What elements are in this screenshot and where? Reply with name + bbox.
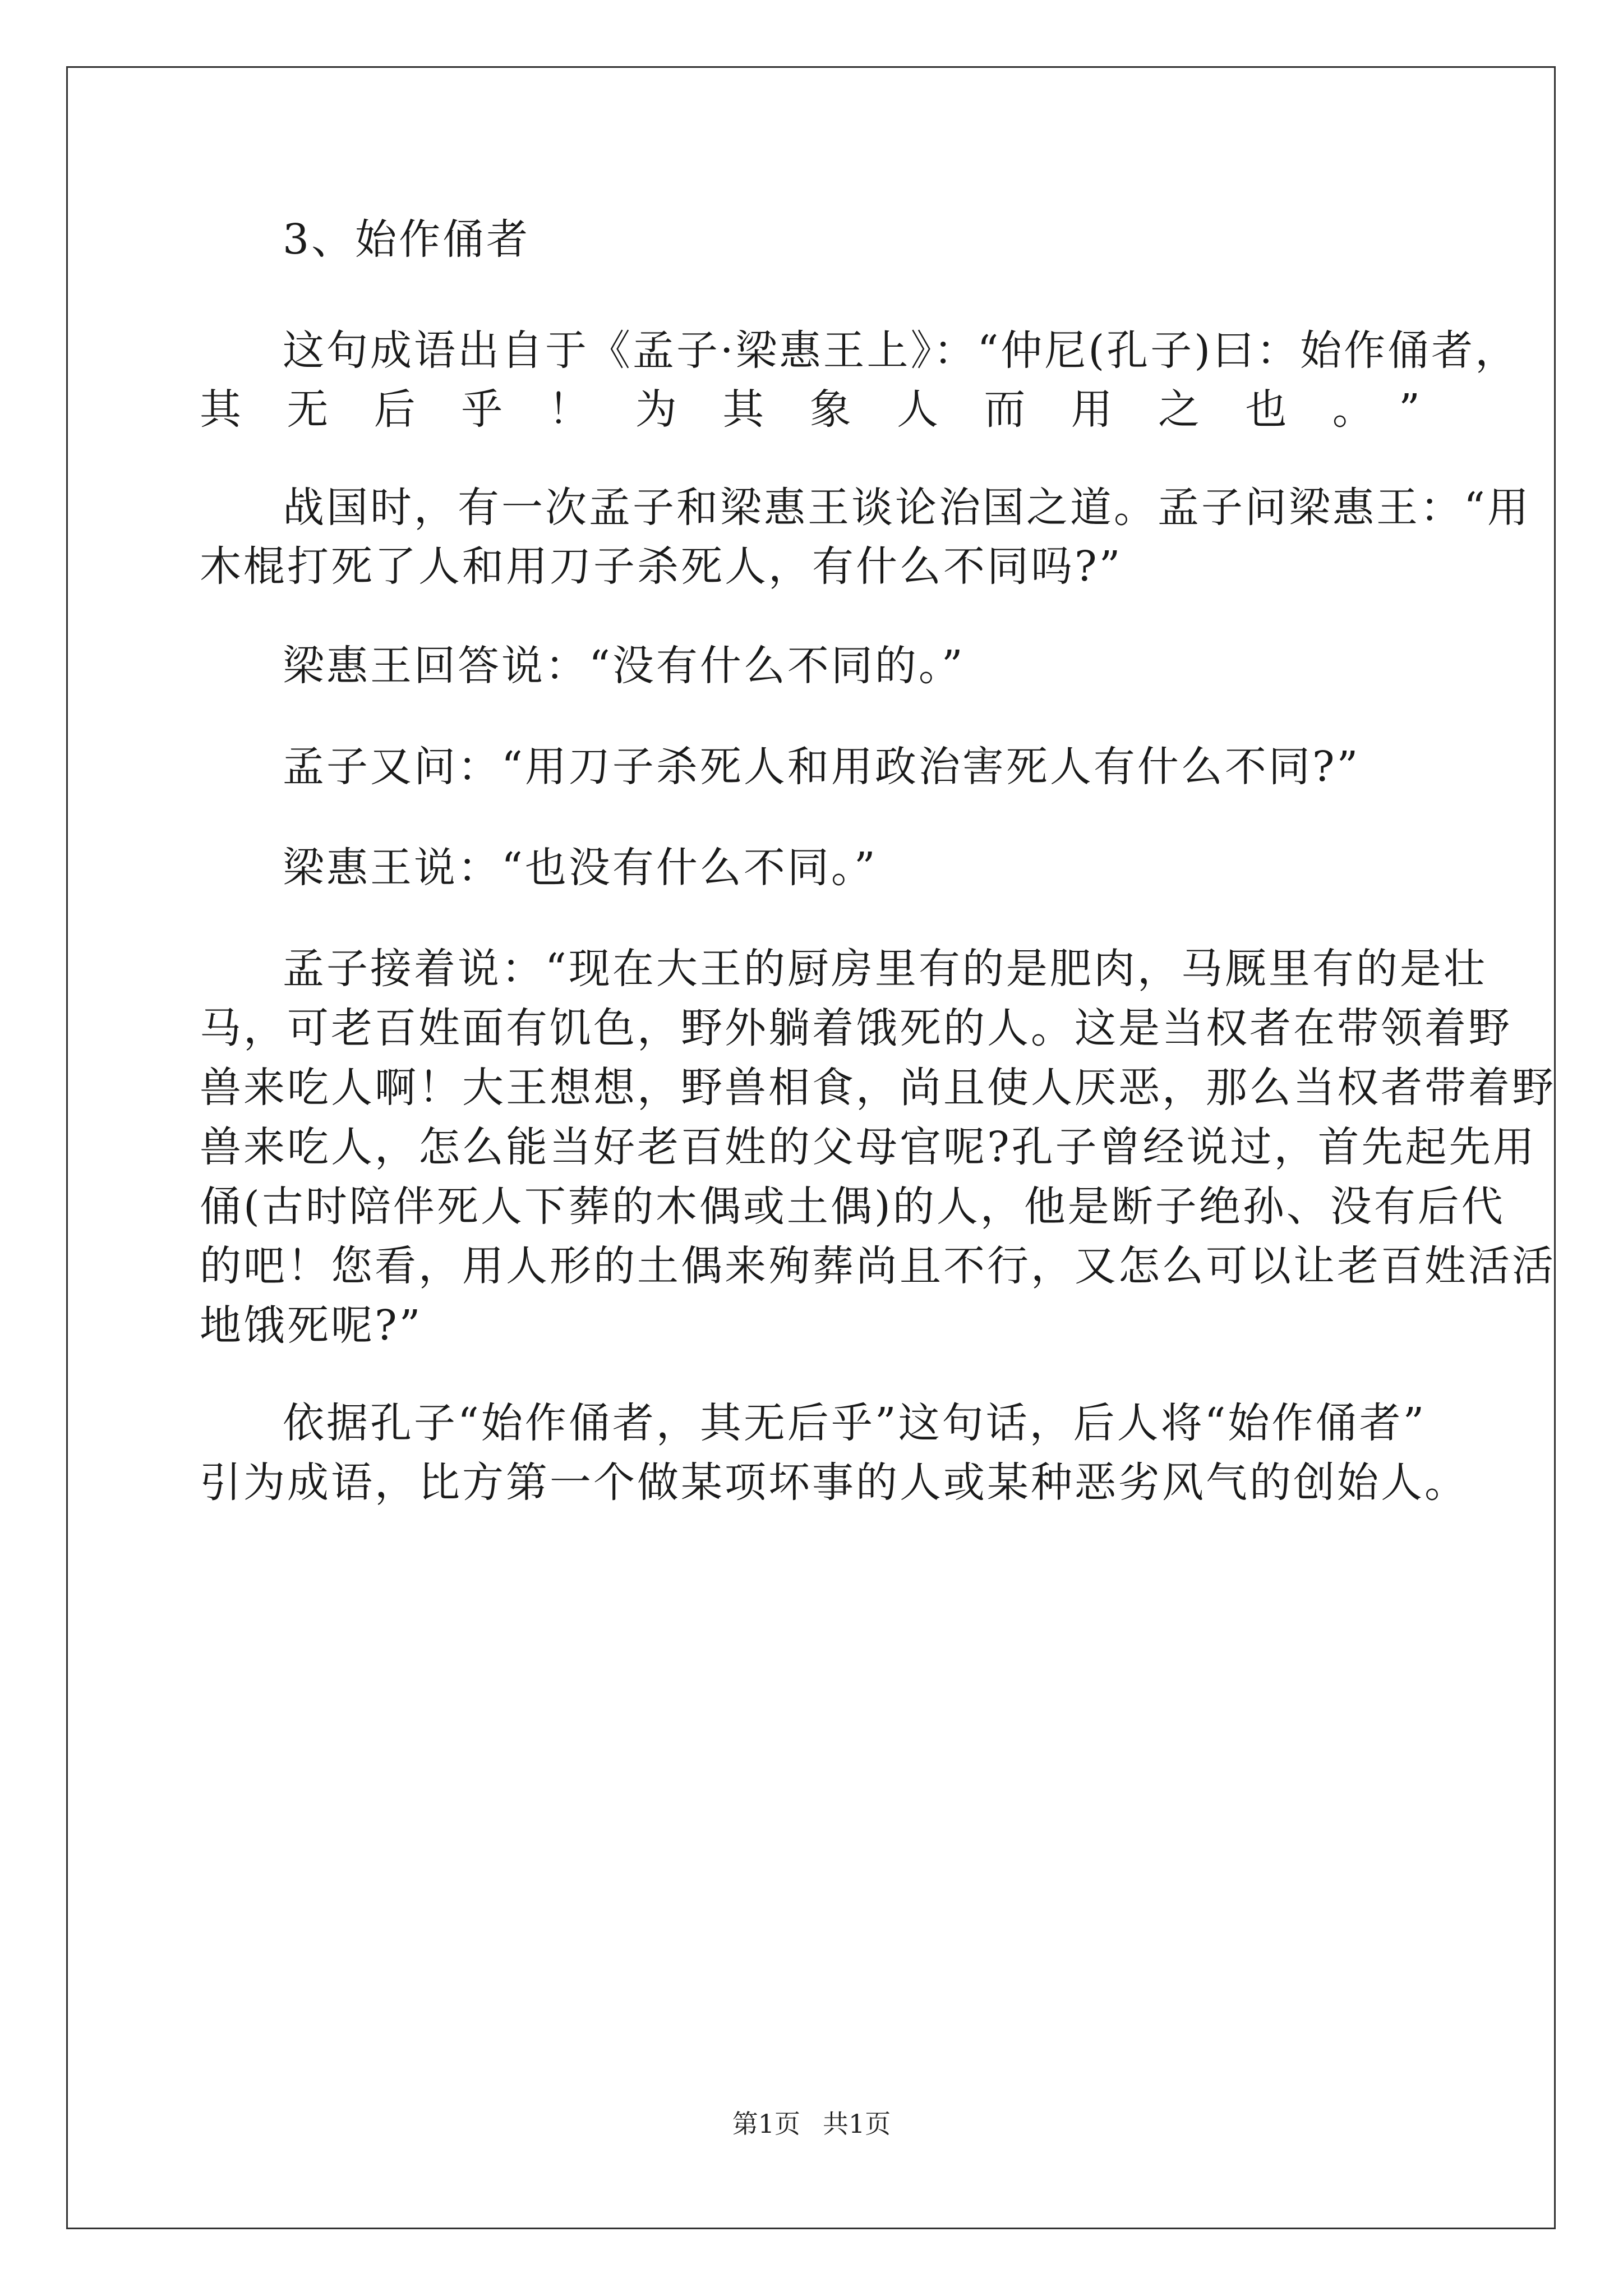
paragraph-2-line-1: 战国时，有一次孟子和梁惠王谈论治国之道。孟子问梁惠王：“用 — [283, 484, 1531, 532]
paragraph-6-line-5: 俑(古时陪伴死人下葬的木偶或土偶)的人，他是断子绝孙、没有后代 — [200, 1182, 1505, 1231]
paragraph-4-line-1: 孟子又问：“用刀子杀死人和用政治害死人有什么不同?” — [283, 743, 1361, 791]
paragraph-7-line-1: 依据孔子“始作俑者，其无后乎”这句话，后人将“始作俑者” — [283, 1399, 1427, 1447]
paragraph-1-line-2: 其无后乎！为其象人而用之也。” — [200, 385, 1422, 434]
paragraph-5-line-1: 梁惠王说：“也没有什么不同。” — [283, 844, 878, 892]
paragraph-1-line-1: 这句成语出自于《孟子·梁惠王上》：“仲尼(孔子)曰：始作俑者， — [283, 326, 1519, 375]
paragraph-2-line-2: 木棍打死了人和用刀子杀死人，有什么不同吗?” — [200, 542, 1123, 591]
page-footer — [0, 2107, 1623, 2141]
page-total: 共1页 — [823, 2109, 891, 2139]
paragraph-6-line-2: 马，可老百姓面有饥色，野外躺着饿死的人。这是当权者在带领着野 — [200, 1004, 1512, 1052]
paragraph-7-line-2: 引为成语，比方第一个做某项坏事的人或某种恶劣风气的创始人。 — [200, 1458, 1468, 1507]
paragraph-6-line-3: 兽来吃人啊！大王想想，野兽相食，尚且使人厌恶，那么当权者带着野 — [200, 1064, 1556, 1112]
paragraph-6-line-7: 地饿死呢?” — [200, 1301, 423, 1350]
paragraph-6-line-6: 的吧！您看，用人形的土偶来殉葬尚且不行，又怎么可以让老百姓活活 — [200, 1242, 1556, 1290]
paragraph-6-line-1: 孟子接着说：“现在大王的厨房里有的是肥肉，马厩里有的是壮 — [283, 945, 1487, 993]
document-body — [200, 213, 1556, 1507]
paragraph-6-line-4: 兽来吃人，怎么能当好老百姓的父母官呢?孔子曾经说过，首先起先用 — [200, 1123, 1537, 1171]
page-number: 第1页 — [732, 2109, 800, 2139]
paragraph-3-line-1: 梁惠王回答说：“没有什么不同的。” — [283, 642, 965, 690]
section-heading: 3、始作俑者 — [283, 215, 531, 264]
